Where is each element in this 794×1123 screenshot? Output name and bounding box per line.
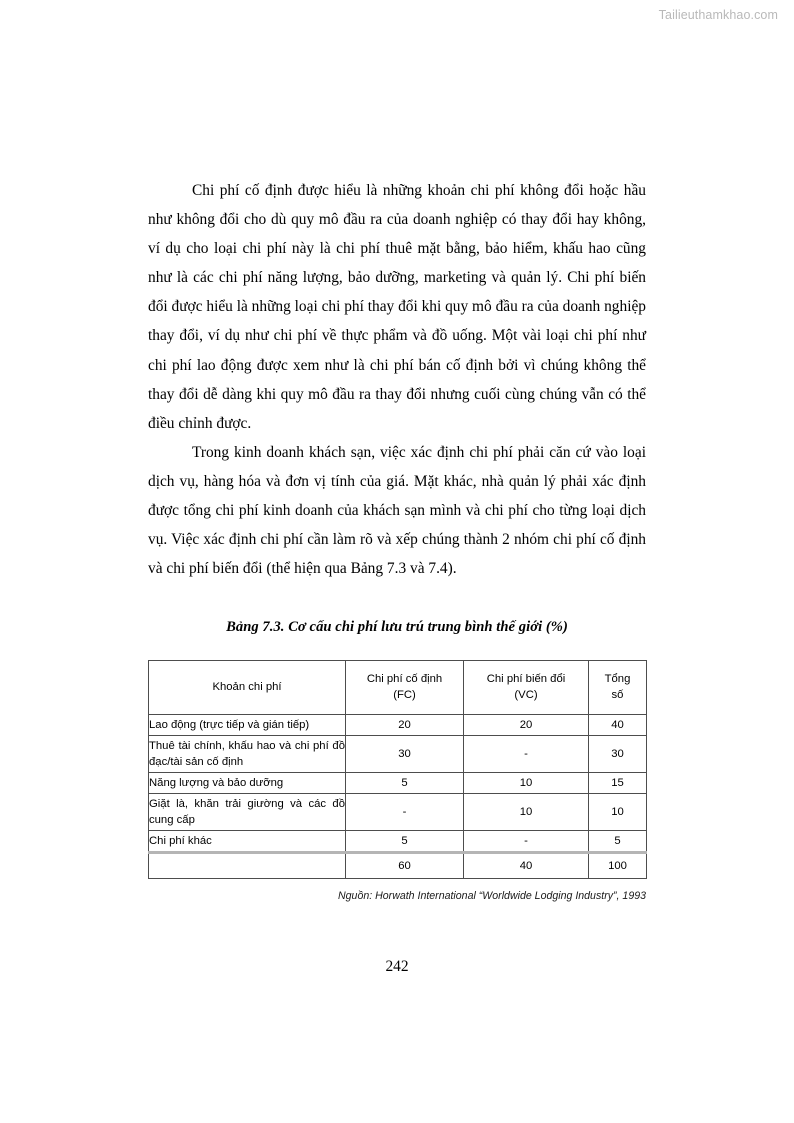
- paragraph-hotel-cost-determination: Trong kinh doanh khách sạn, việc xác định chi phí phải căn cứ vào loại dịch vụ, hàng hóa và đơn vị tính của giá. Mặt khác, nhà quản lý phải xác định được tổng chi phí kinh doanh của khách sạn mình và chi phí cho từng loại dịch vụ. Việc xác định chi phí cần làm rõ và xếp chúng thành 2 nhóm chi phí cố định và chi phí biến đổi (thể hiện qua Bảng 7.3 và 7.4).: [148, 443, 646, 578]
- cell-variable-cost: -: [464, 736, 589, 773]
- table-header-row: [149, 661, 647, 715]
- table-row: [149, 773, 647, 794]
- cost-structure-table: [148, 660, 647, 879]
- column-header-total: [589, 661, 647, 715]
- table-row: [149, 831, 647, 853]
- column-header-variable-cost: [464, 661, 589, 715]
- cell-total: 5: [589, 831, 647, 853]
- cell-fixed-cost: 5: [346, 773, 464, 794]
- cell-cost-item: Năng lượng và bảo dưỡng: [149, 773, 346, 794]
- table-caption: Bảng 7.3. Cơ cấu chi phí lưu trú trung bình thế giới (%): [226, 619, 568, 636]
- site-watermark: Tailieuthamkhao.com: [658, 8, 778, 22]
- cell-totals-total: 100: [589, 853, 647, 879]
- table-source-note: Nguồn: Horwath International “Worldwide Lodging Industry”, 1993: [338, 890, 646, 903]
- cell-totals-label: [149, 853, 346, 879]
- column-header-total-line-1: Tổng: [604, 673, 631, 686]
- page-content: [148, 0, 646, 902]
- cell-total: 10: [589, 794, 647, 831]
- column-header-fixed-cost: [346, 661, 464, 715]
- cell-variable-cost: -: [464, 831, 589, 853]
- cell-variable-cost: 10: [464, 794, 589, 831]
- cell-total: 30: [589, 736, 647, 773]
- cell-total: 40: [589, 715, 647, 736]
- cell-fixed-cost: -: [346, 794, 464, 831]
- cell-cost-item: Thuê tài chính, khấu hao và chi phí đồ đạc/tài sản cố định: [149, 736, 346, 773]
- cell-variable-cost: 20: [464, 715, 589, 736]
- cell-fixed-cost: 5: [346, 831, 464, 853]
- cell-cost-item: Lao động (trực tiếp và gián tiếp): [149, 715, 346, 736]
- column-header-fixed-cost-line-1: Chi phí cố định: [366, 673, 443, 686]
- cell-cost-item: Chi phí khác: [149, 831, 346, 853]
- column-header-variable-cost-line-2: (VC): [514, 688, 538, 701]
- cell-totals-variable-cost: 40: [464, 853, 589, 879]
- table-row: [149, 794, 647, 831]
- column-header-variable-cost-line-1: Chi phí biến đổi: [486, 673, 566, 686]
- cell-total: 15: [589, 773, 647, 794]
- cell-fixed-cost: 20: [346, 715, 464, 736]
- table-row: [149, 736, 647, 773]
- cell-totals-fixed-cost: 60: [346, 853, 464, 879]
- cell-fixed-cost: 30: [346, 736, 464, 773]
- column-header-total-line-2: số: [611, 688, 624, 701]
- table-row: [149, 715, 647, 736]
- column-header-cost-item-line-1: Khoản chi phí: [212, 681, 282, 694]
- cell-variable-cost: 10: [464, 773, 589, 794]
- column-header-fixed-cost-line-2: (FC): [393, 688, 416, 701]
- cell-cost-item: Giặt là, khăn trải giường và các đồ cung cấp: [149, 794, 346, 831]
- table-totals-row: [149, 853, 647, 879]
- paragraph-fixed-variable-costs: Chi phí cố định được hiểu là những khoản chi phí không đổi hoặc hầu như không đổi cho dù quy mô đầu ra của doanh nghiệp có thay đổi hay không, ví dụ cho loại chi phí này là chi phí thuê mặt bằng, bảo hiểm, khấu hao cũng như là các chi phí năng lượng, bảo dưỡng, marketing và quản lý. Chi phí biến đổi được hiểu là những loại chi phí thay đổi khi quy mô đầu ra của doanh nghiệp thay đổi, ví dụ như chi phí về thực phẩm và đồ uống. Một vài loại chi phí như chi phí lao động được xem như là chi phí bán cố định bởi vì chúng không thể thay đổi dễ dàng khi quy mô đầu ra thay đổi nhưng cuối cùng chúng vẫn có thể điều chỉnh được.: [148, 182, 646, 432]
- column-header-cost-item: [149, 661, 346, 715]
- page-number: 242: [385, 958, 409, 975]
